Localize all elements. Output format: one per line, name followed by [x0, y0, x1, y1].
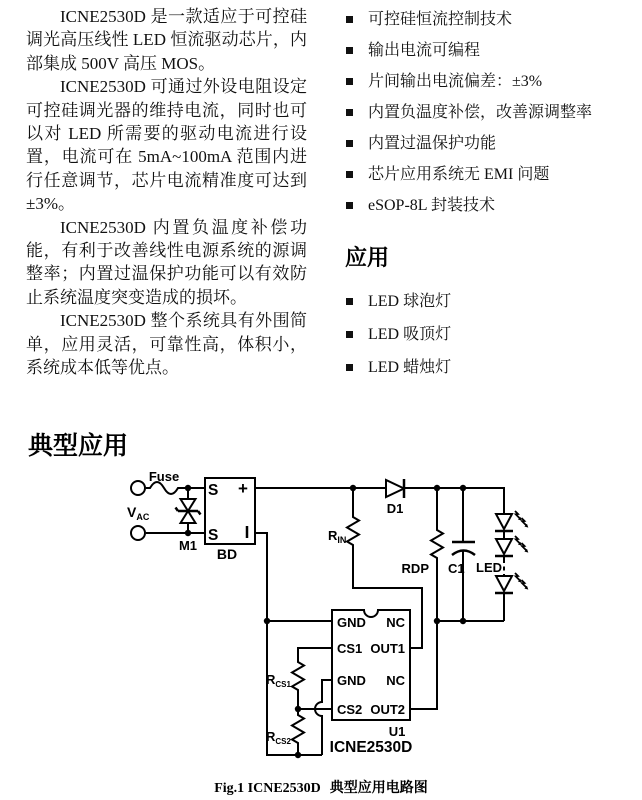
bd-label: BD: [216, 546, 238, 562]
wire-segment: [431, 488, 443, 621]
feature-item-label: 内置过温保护功能: [368, 135, 497, 152]
bd-ac-symbol: S: [208, 527, 219, 544]
bridge-rectifier-bd: [205, 478, 255, 562]
ac-input-terminals: [127, 481, 150, 540]
application-item-label: LED 球泡灯: [368, 293, 452, 310]
ic-pin-label: GND: [337, 615, 366, 630]
bd-ac-symbol: S: [208, 482, 219, 499]
terminal-circle: [131, 481, 145, 495]
u1-ref-label: U1: [388, 724, 406, 739]
ic-pin-label: NC: [386, 673, 405, 688]
rin-label: $R_{IN}$: [328, 528, 347, 545]
fuse-label: Fuse: [148, 469, 180, 484]
rcs2-label: $R_{CS2}$: [266, 729, 291, 746]
bd-plus-symbol: +: [238, 479, 248, 498]
diode-d1: [386, 479, 404, 516]
led-label: LED: [476, 560, 502, 575]
vac-label: $V_{AC}$: [127, 504, 150, 522]
description-paragraph: ICNE2530D 可通过外设电阻设定可控硅调光器的维持电流，同时也可以对 LED 所需要的驱动电流进行设置，电流可在 5mA~100mA 范围内进行任意调节，芯片电流精准度可达到±3%。: [26, 77, 307, 214]
applications-heading: 应用: [345, 245, 390, 270]
wire-segment: [410, 622, 437, 709]
ic-pin-label: GND: [337, 673, 366, 688]
rcs1-label: $R_{CS1}$: [266, 672, 291, 689]
feature-item-label: 输出电流可编程: [368, 42, 481, 59]
description-paragraph: ICNE2530D 是一款适应于可控硅调光高压线性 LED 恒流驱动芯片，内部集成 500V 高压 MOS。: [26, 7, 307, 73]
feature-item-label: eSOP-8L 封装技术: [368, 197, 495, 214]
application-item-label: LED 蜡烛灯: [368, 359, 452, 376]
circuit-wires: [146, 482, 504, 755]
wire-segment: [255, 488, 504, 514]
feature-item-label: 芯片应用系统无 EMI 问题: [368, 166, 550, 183]
led-string: [495, 511, 528, 593]
d1-label: D1: [386, 501, 404, 516]
figure-caption-text: 典型应用电路图: [329, 781, 428, 796]
led-triangle: [496, 576, 512, 591]
figure-caption: [0, 777, 642, 797]
typical-application-heading: 典型应用: [28, 432, 129, 460]
m1-label: M1: [178, 538, 198, 553]
led-triangle: [496, 539, 512, 554]
terminal-circle: [131, 526, 145, 540]
wire-segment: [292, 648, 332, 755]
ic-pin-label: CS1: [337, 641, 363, 656]
rdp-label: RDP: [401, 561, 429, 576]
description-paragraph: ICNE2530D 整个系统具有外围简单，应用灵活，可靠性高，体积小，系统成本低等优点。: [26, 311, 307, 378]
ic-pin-label: OUT2: [370, 702, 405, 717]
c1-label: C1: [448, 561, 465, 576]
ic-pin-label: OUT1: [370, 641, 405, 656]
led-triangle: [496, 514, 512, 529]
application-item-label: LED 吸顶灯: [368, 326, 452, 343]
ic-pin-label: CS2: [337, 702, 363, 717]
figure-caption-number: Fig.1 ICNE2530D: [214, 781, 321, 796]
wire-segment: [255, 533, 322, 755]
feature-item-label: 内置负温度补偿，改善源调整率: [368, 104, 593, 121]
led-emission-icon: [515, 511, 528, 590]
description-paragraph: ICNE2530D 内置负温度补偿功能，有利于改善线性电源系统的源调整率；内置过温保护功能可以有效防止系统温度突变造成的损坏。: [26, 217, 307, 307]
ic-part-label: ICNE2530D: [329, 739, 413, 756]
ic-u1: [330, 610, 413, 756]
ic-pin-label: NC: [386, 615, 405, 630]
feature-item-label: 可控硅恒流控制技术: [368, 11, 513, 28]
feature-item-label: 片间输出电流偏差：±3%: [368, 73, 543, 90]
